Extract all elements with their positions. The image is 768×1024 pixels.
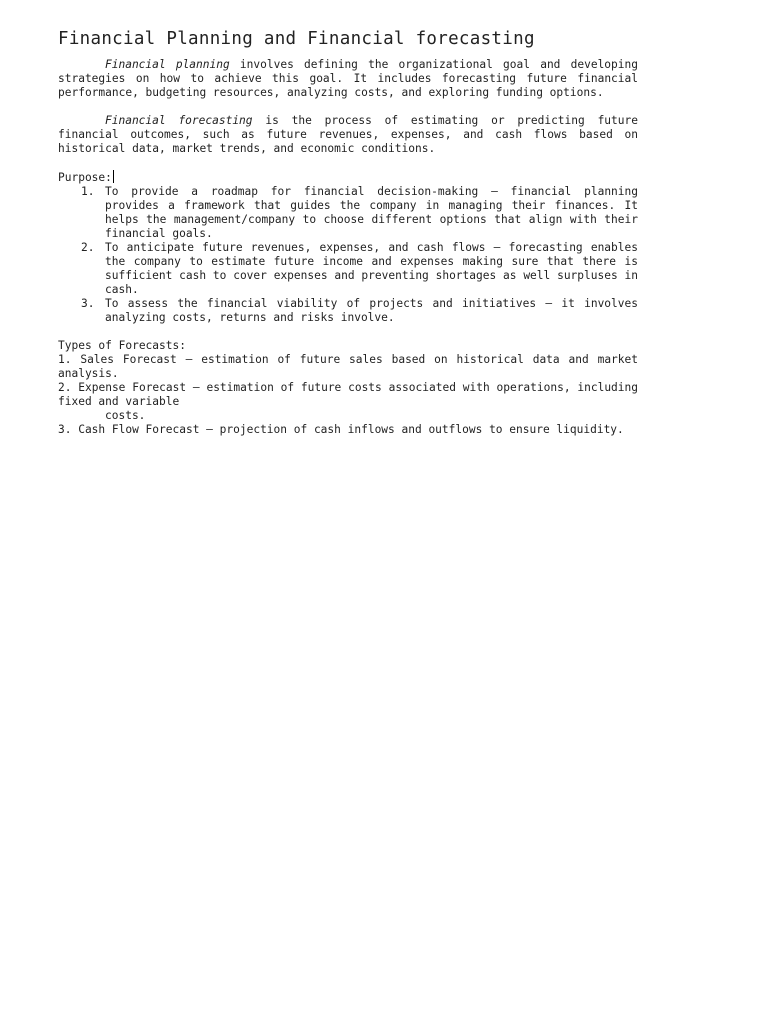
document-title: Financial Planning and Financial forecasting bbox=[58, 29, 535, 49]
spacer bbox=[58, 100, 638, 114]
financial-planning-text: involves defining the organizational goal and developing strategies on how to achieve this goal. It includes forecasting future financial performance, budgeting resources, analyzing costs, and exploring funding options. bbox=[58, 58, 638, 99]
purpose-item-text: To assess the financial viability of projects and initiatives – it involves analyzing costs, returns and risks involve. bbox=[105, 297, 638, 324]
expense-forecast-item: 2. Expense Forecast – estimation of future costs associated with operations, including fixed and variable bbox=[58, 381, 638, 408]
cash-flow-forecast-item: 3. Cash Flow Forecast – projection of cash inflows and outflows to ensure liquidity. bbox=[58, 423, 624, 436]
purpose-item-number: 1. bbox=[81, 185, 95, 198]
purpose-item-number: 3. bbox=[81, 297, 95, 310]
financial-planning-paragraph bbox=[58, 58, 638, 100]
purpose-item bbox=[58, 241, 638, 297]
financial-planning-term: Financial planning bbox=[105, 58, 230, 71]
purpose-item bbox=[58, 297, 638, 325]
purpose-heading-text: Purpose: bbox=[58, 171, 112, 184]
types-heading: Types of Forecasts: bbox=[58, 339, 186, 352]
purpose-item-number: 2. bbox=[81, 241, 95, 254]
document-page[interactable] bbox=[58, 28, 638, 437]
spacer bbox=[58, 156, 638, 170]
sales-forecast-item: 1. Sales Forecast – estimation of future sales based on historical data and market analysis. bbox=[58, 353, 638, 380]
purpose-item-text: To provide a roadmap for financial decision-making – financial planning provides a framework that guides the company in managing their finances. It helps the management/company to choose different options that align with their financial goals. bbox=[105, 185, 638, 240]
financial-forecasting-term: Financial forecasting bbox=[105, 114, 253, 127]
text-cursor bbox=[113, 170, 114, 183]
financial-forecasting-text: is the process of estimating or predicting future financial outcomes, such as future revenues, expenses, and cash flows based on historical data, market trends, and economic conditions. bbox=[58, 114, 638, 155]
spacer bbox=[58, 325, 638, 339]
expense-forecast-continuation: costs. bbox=[105, 409, 146, 422]
purpose-item-text: To anticipate future revenues, expenses, and cash flows – forecasting enables the company to estimate future income and expenses making sure that there is sufficient cash to cover expenses and preventing shortages as well surpluses in cash. bbox=[105, 241, 638, 296]
purpose-heading bbox=[58, 170, 638, 185]
financial-forecasting-paragraph bbox=[58, 114, 638, 156]
purpose-item bbox=[58, 185, 638, 241]
purpose-list bbox=[58, 185, 638, 325]
